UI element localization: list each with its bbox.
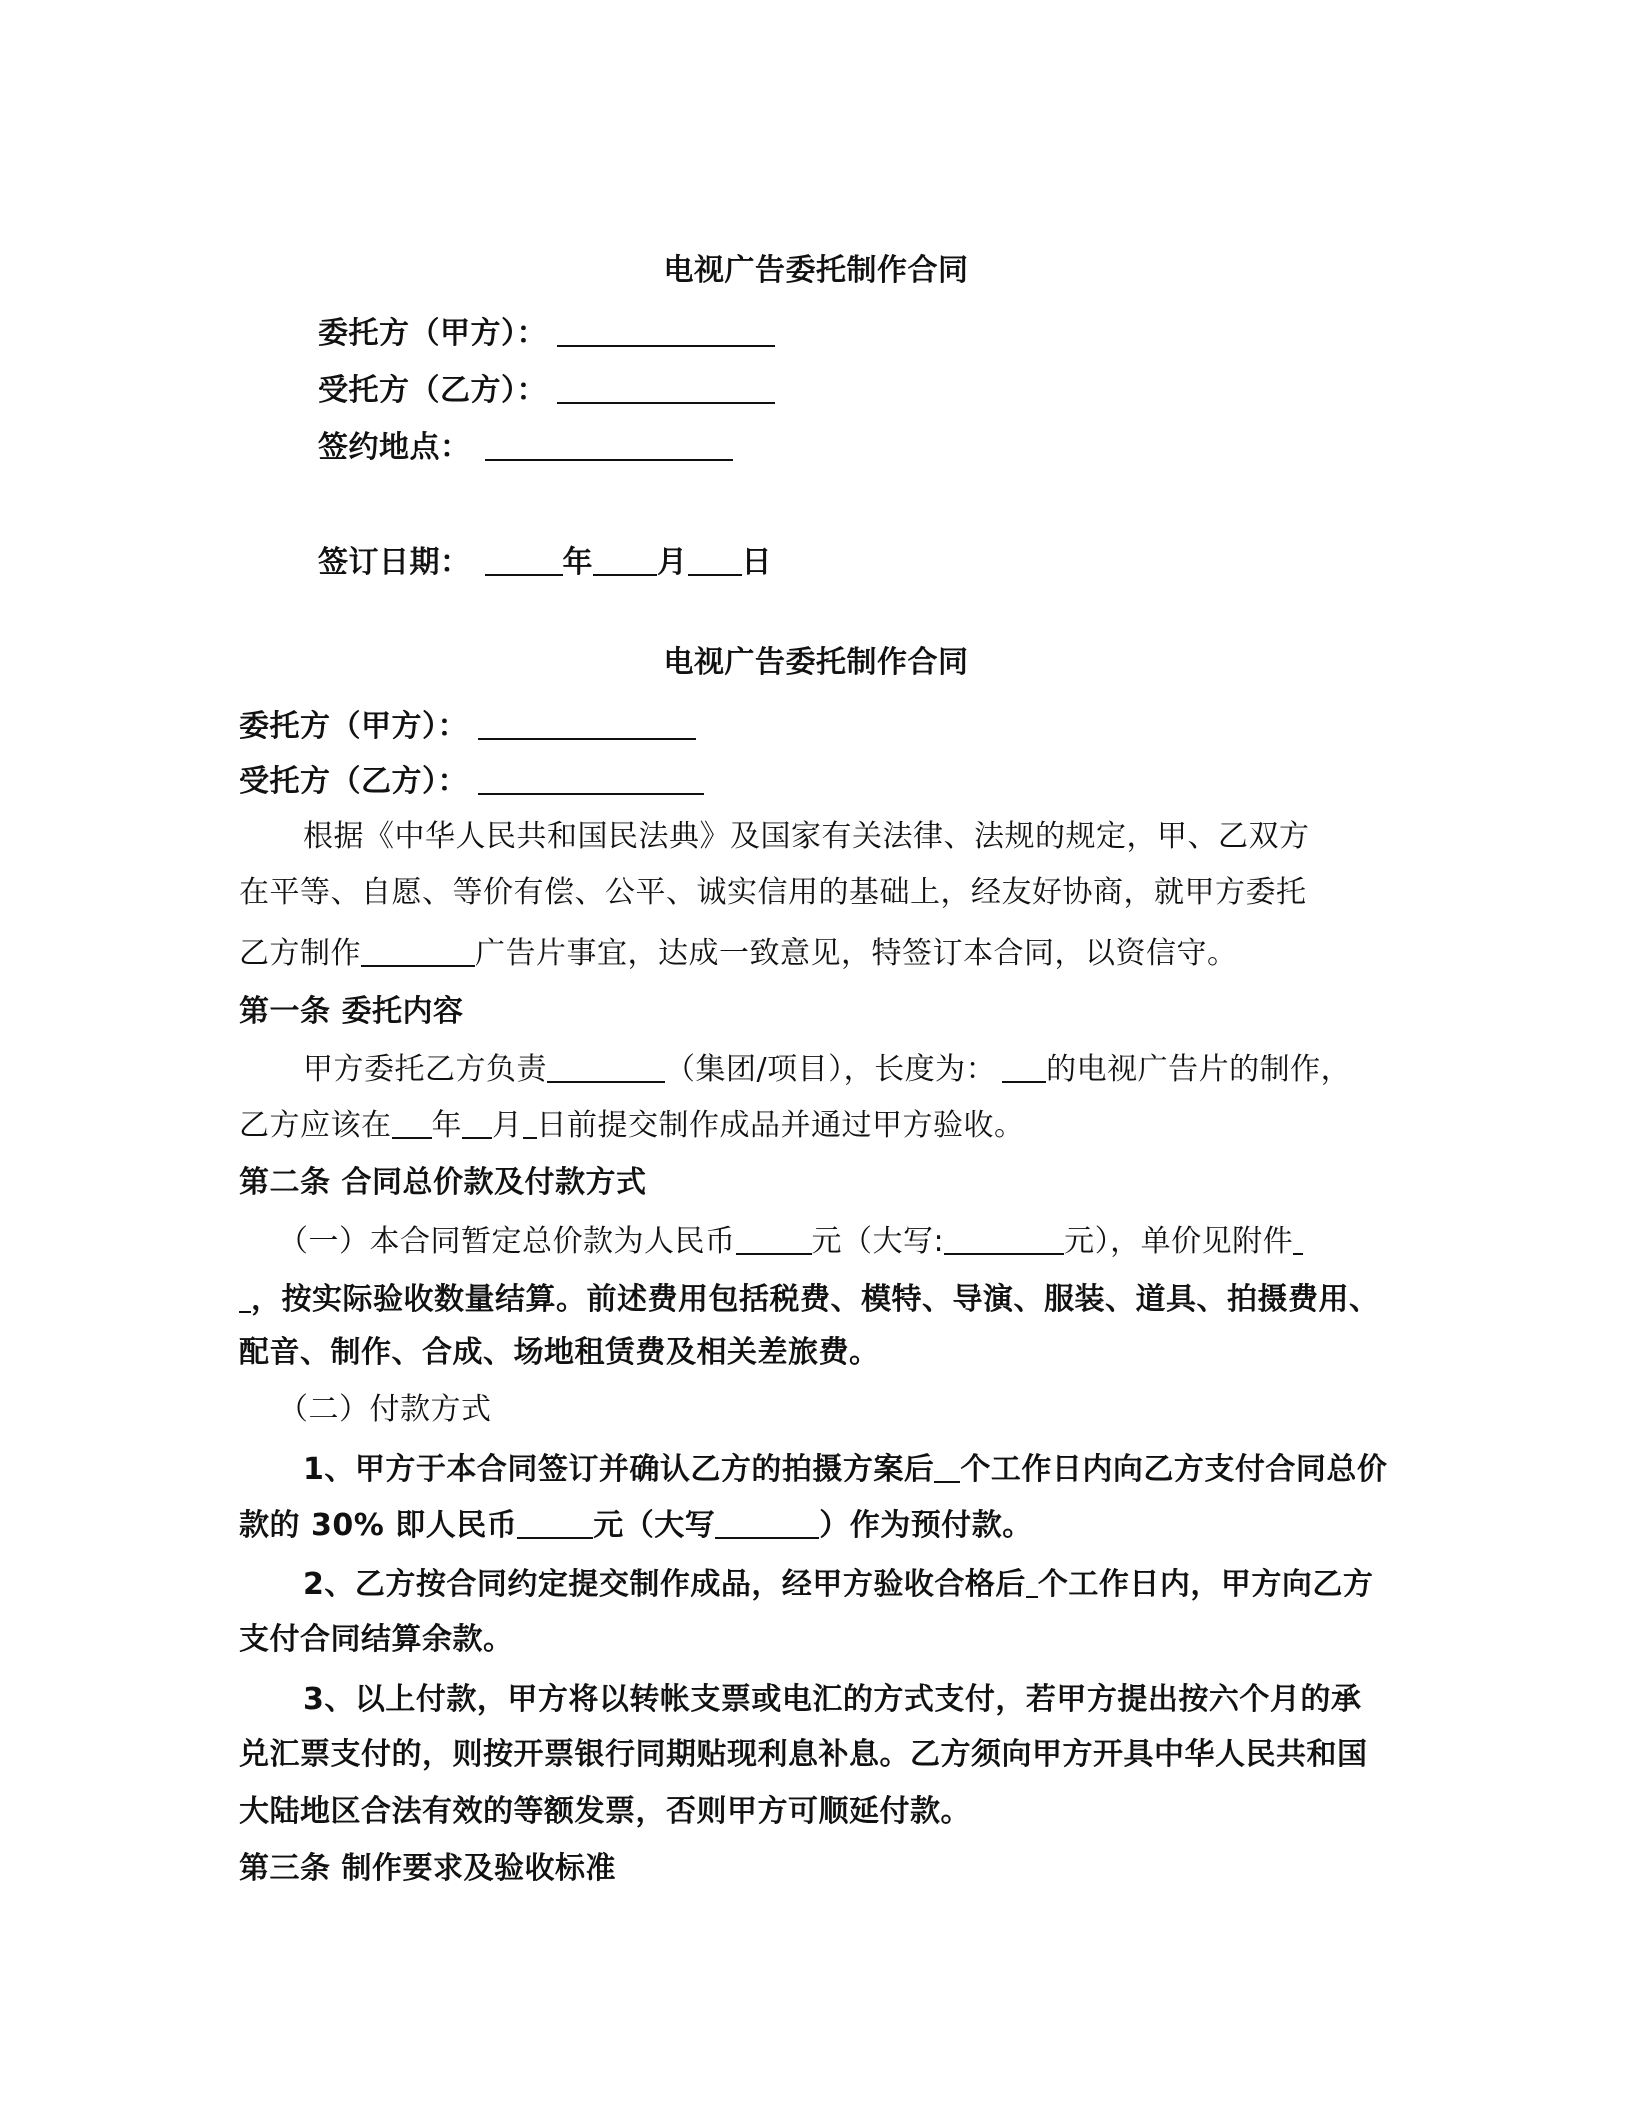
payment-1-text-b: 个工作日内向乙方支付合同总价 (960, 1452, 1388, 1487)
payment-1-text-e: ）作为预付款。 (819, 1508, 1033, 1543)
cover-place-label: 签约地点： (318, 430, 471, 465)
price-words-blank (944, 1223, 1064, 1255)
payment-1-words-blank (715, 1507, 819, 1539)
cover-month-label: 月 (657, 545, 688, 580)
deadline-month-blank (462, 1107, 492, 1139)
body-party-b-row (239, 762, 704, 802)
cover-title: 电视广告委托制作合同 (663, 253, 969, 288)
preamble-line-1: 根据《中华人民共和国民法典》及国家有关法律、法规的规定，甲、乙双方 (303, 819, 1310, 854)
preamble-text-b: 广告片事宜，达成一致意见，特签订本合同，以资信守。 (475, 936, 1238, 971)
payment-1-text-a: 1、甲方于本合同签订并确认乙方的拍摄方案后 (303, 1452, 935, 1487)
article-2-para-1-line-3: 配音、制作、合成、场地租赁费及相关差旅费。 (239, 1335, 880, 1370)
body-title: 电视广告委托制作合同 (663, 645, 969, 680)
payment-item-2-line-1 (303, 1565, 1373, 1605)
article-1-line-1 (303, 1050, 1351, 1090)
cover-party-a-label: 委托方（甲方）： (318, 316, 547, 351)
article-1-text-e: 日前提交制作成品并通过甲方验收。 (536, 1108, 1025, 1143)
payment-item-3-line-2: 兑汇票支付的，则按开票银行同期贴现利息补息。乙方须向甲方开具中华人民共和国 (239, 1737, 1368, 1772)
payment-1-amount-blank (517, 1507, 593, 1539)
deadline-day-blank (523, 1107, 537, 1139)
cover-year-label: 年 (562, 545, 593, 580)
body-party-b-blank (478, 763, 704, 795)
payment-item-1-line-2 (239, 1506, 1033, 1546)
payment-1-days-blank (934, 1451, 960, 1483)
article-2-heading: 第二条 合同总价款及付款方式 (239, 1165, 647, 1200)
cover-place-row (318, 428, 733, 468)
cover-place-blank (485, 429, 733, 461)
article-1-text-a: 甲方委托乙方负责 (303, 1052, 547, 1087)
body-party-a-blank (478, 708, 696, 740)
price-text-b: 元（大写: (811, 1224, 945, 1259)
project-blank (547, 1051, 665, 1083)
preamble-text-a: 乙方制作 (239, 936, 361, 971)
price-amount-blank (736, 1223, 812, 1255)
cover-year-blank (485, 544, 563, 576)
attachment-blank-cont (239, 1281, 251, 1313)
article-1-text-b: （集团/项目），长度为： (665, 1052, 997, 1087)
cover-day-label: 日 (741, 545, 772, 580)
attachment-blank (1293, 1223, 1303, 1255)
price-text-c: 元），单价见附件 (1064, 1224, 1294, 1259)
body-party-a-row (239, 707, 696, 747)
cover-date-label: 签订日期： (318, 545, 471, 580)
payment-item-3-line-1: 3、以上付款，甲方将以转帐支票或电汇的方式支付，若甲方提出按六个月的承 (303, 1682, 1362, 1717)
article-1-text-d: 乙方应该在 (239, 1108, 392, 1143)
cover-month-blank (593, 544, 657, 576)
payment-2-text-b: 个工作日内，甲方向乙方 (1037, 1567, 1374, 1602)
cover-party-b-blank (557, 372, 775, 404)
article-3-heading: 第三条 制作要求及验收标准 (239, 1851, 616, 1886)
article-1-text-c: 的电视广告片的制作， (1046, 1052, 1352, 1087)
cover-party-a-blank (557, 315, 775, 347)
preamble-line-2: 在平等、自愿、等价有偿、公平、诚实信用的基础上，经友好协商，就甲方委托 (239, 875, 1307, 910)
cover-party-b-label: 受托方（乙方）： (318, 373, 547, 408)
article-2-para-1-line-1 (278, 1222, 1303, 1262)
deadline-year-blank (392, 1107, 432, 1139)
price-text-a: （一）本合同暂定总价款为人民币 (278, 1224, 736, 1259)
article-1-heading: 第一条 委托内容 (239, 994, 464, 1029)
cover-date-row (318, 543, 772, 583)
article-2-para-2: （二）付款方式 (278, 1392, 492, 1427)
payment-item-1-line-1 (303, 1450, 1387, 1490)
body-party-a-label: 委托方（甲方）： (239, 709, 468, 744)
payment-1-text-c: 款的 30% 即人民币 (239, 1508, 518, 1543)
article-1-line-2 (239, 1106, 1025, 1146)
payment-2-days-blank (1026, 1566, 1038, 1598)
payment-item-2-line-2: 支付合同结算余款。 (239, 1622, 514, 1657)
preamble-line-3 (239, 934, 1238, 974)
deadline-year-label: 年 (431, 1108, 462, 1143)
payment-item-3-line-3: 大陆地区合法有效的等额发票，否则甲方可顺延付款。 (239, 1794, 971, 1829)
price-text-d: ，按实际验收数量结算。前述费用包括税费、模特、导演、服装、道具、拍摄费用、 (251, 1282, 1380, 1317)
payment-1-text-d: 元（大写 (593, 1508, 716, 1543)
article-2-para-1-line-2 (239, 1280, 1380, 1320)
cover-day-blank (688, 544, 742, 576)
cover-party-a-row (318, 314, 775, 354)
ad-name-blank (361, 935, 475, 967)
deadline-month-label: 月 (492, 1108, 523, 1143)
cover-party-b-row (318, 371, 775, 411)
length-blank (1002, 1051, 1046, 1083)
body-party-b-label: 受托方（乙方）： (239, 764, 468, 799)
payment-2-text-a: 2、乙方按合同约定提交制作成品，经甲方验收合格后 (303, 1567, 1026, 1602)
